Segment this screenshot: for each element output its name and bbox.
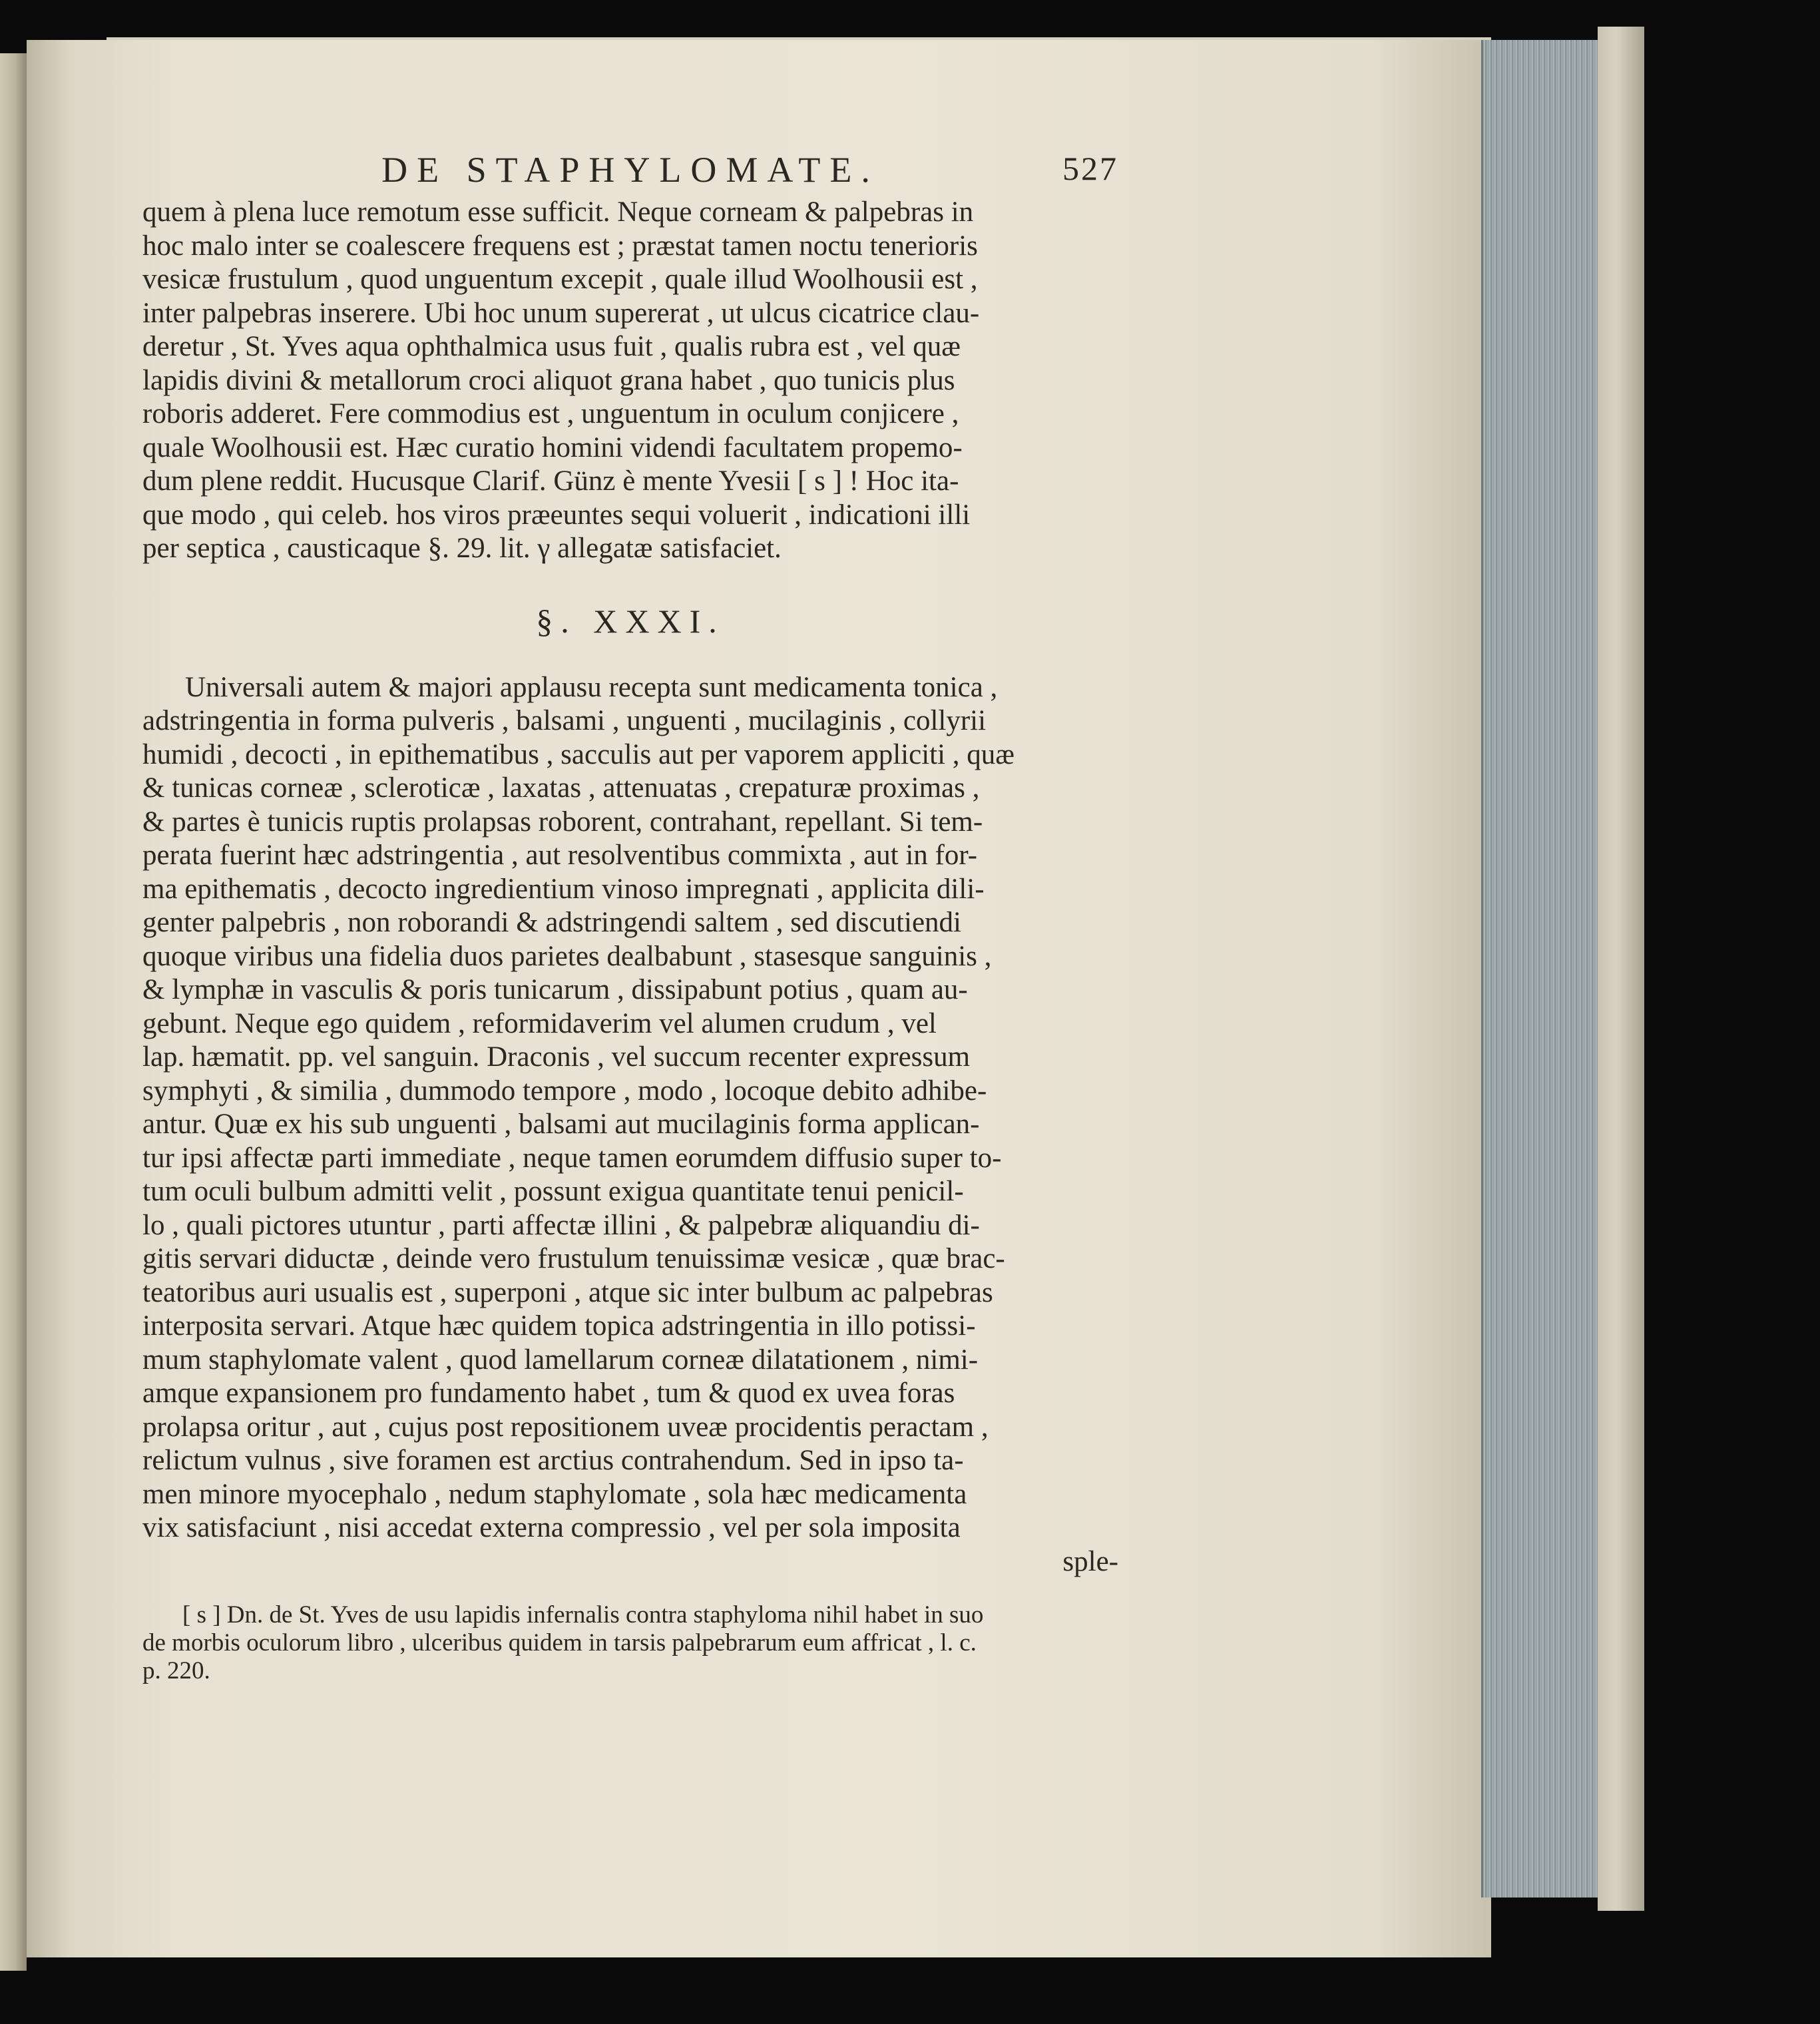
section-heading: §. XXXI. <box>536 602 725 640</box>
paragraph-1: quem à plena luce remotum esse sufficit. Neque corneam & palpebras in hoc malo inter se coalescere frequens est ; præstat tamen noctu tenerioris vesicæ frustulum , quod unguentum excepit , quale illud Woolhousii est , inter palpebras inserere. Ubi hoc unum supererat , ut ulcus cicatrice clau- deretur , St. Yves aqua ophthalmica usus fuit , qualis rubra est , vel quæ lapidis divini & metallorum croci aliquot grana habet , quo tunicis plus roboris adderet. Fere commodius est , unguentum in oculum conjicere , quale Woolhousii est. Hæc curatio homini videndi facultatem propemo- dum plene reddit. Hucusque Clarif. Günz è mente Yvesii [ s ] ! Hoc ita- que modo , qui celeb. hos viros præeuntes sequi voluerit , indicationi illi per septica , causticaque §. 29. lit. γ allegatæ satisfaciet. <box>142 196 980 564</box>
facing-page-edge <box>0 53 27 1971</box>
running-title: DE STAPHYLOMATE. <box>381 150 879 190</box>
page-number: 527 <box>1062 150 1118 187</box>
paragraph-2: Universali autem & majori applausu recepta sunt medicamenta tonica , adstringentia in forma pulveris , balsami , unguenti , mucilaginis , collyrii humidi , decocti , in epithematibus , sacculis aut per vaporem appliciti , quæ & tunicas corneæ , scleroticæ , laxatas , attenuatas , crepaturæ proximas , & partes è tunicis ruptis prolapsas roborent, contrahant, repellant. Si tem- perata fuerint hæc adstringentia , aut resolventibus commixta , aut in for- ma epithematis , decocto ingredientium vinoso impregnati , applicita dili- genter palpebris , non roborandi & adstringendi saltem , sed discutiendi quoque viribus una fidelia duos parietes dealbabunt , stasesque sanguinis , & lymphæ in vasculis & poris tunicarum , dissipabunt potius , quam au- gebunt. Neque ego quidem , reformidaverim vel alumen crudum , vel lap. hæmatit. pp. vel sanguin. Draconis , vel succum recenter expressum symphyti , & similia , dummodo tempore , modo , locoque debito adhibe- antur. Quæ ex his sub unguenti , balsami aut mucilaginis forma applican- tur ipsi affectæ parti immediate , neque tamen eorumdem diffusio super to- tum oculi bulbum admitti velit , possunt exigua quantitate tenui penicil- lo , quali pictores utuntur , parti affectæ illini , & palpebræ aliquandiu di- gitis servari diductæ , deinde vero frustulum tenuissimæ vesicæ , quæ brac- teatoribus auri usualis est , superponi , atque sic inter bulbum ac palpebras interposita servari. Atque hæc quidem topica adstringentia in illo potissi- mum staphylomate valent , quod lamellarum corneæ dilatationem , nimi- amque expansionem pro fundamento habet , tum & quod ex uvea foras prolapsa oritur , aut , cujus post repositionem uveæ procidentis peractam , relictum vulnus , sive foramen est arctius contrahendum. Sed in ipso ta- men minore myocephalo , nedum staphylomate , sola hæc medicamenta vix satisfaciunt , nisi accedat externa compressio , vel per sola imposita <box>142 671 1015 1543</box>
running-header <box>142 149 1118 196</box>
catchword: sple- <box>1062 1545 1118 1577</box>
book-fore-edge <box>1481 40 1600 1898</box>
book-cover-board <box>1598 27 1644 1911</box>
footnote: [ s ] Dn. de St. Yves de usu lapidis infernalis contra staphyloma nihil habet in suo de morbis oculorum libro , ulceribus quidem in tarsis palpebrarum eum affricat , l. c. p. 220. <box>142 1601 984 1684</box>
page-text-block <box>142 149 1118 1685</box>
